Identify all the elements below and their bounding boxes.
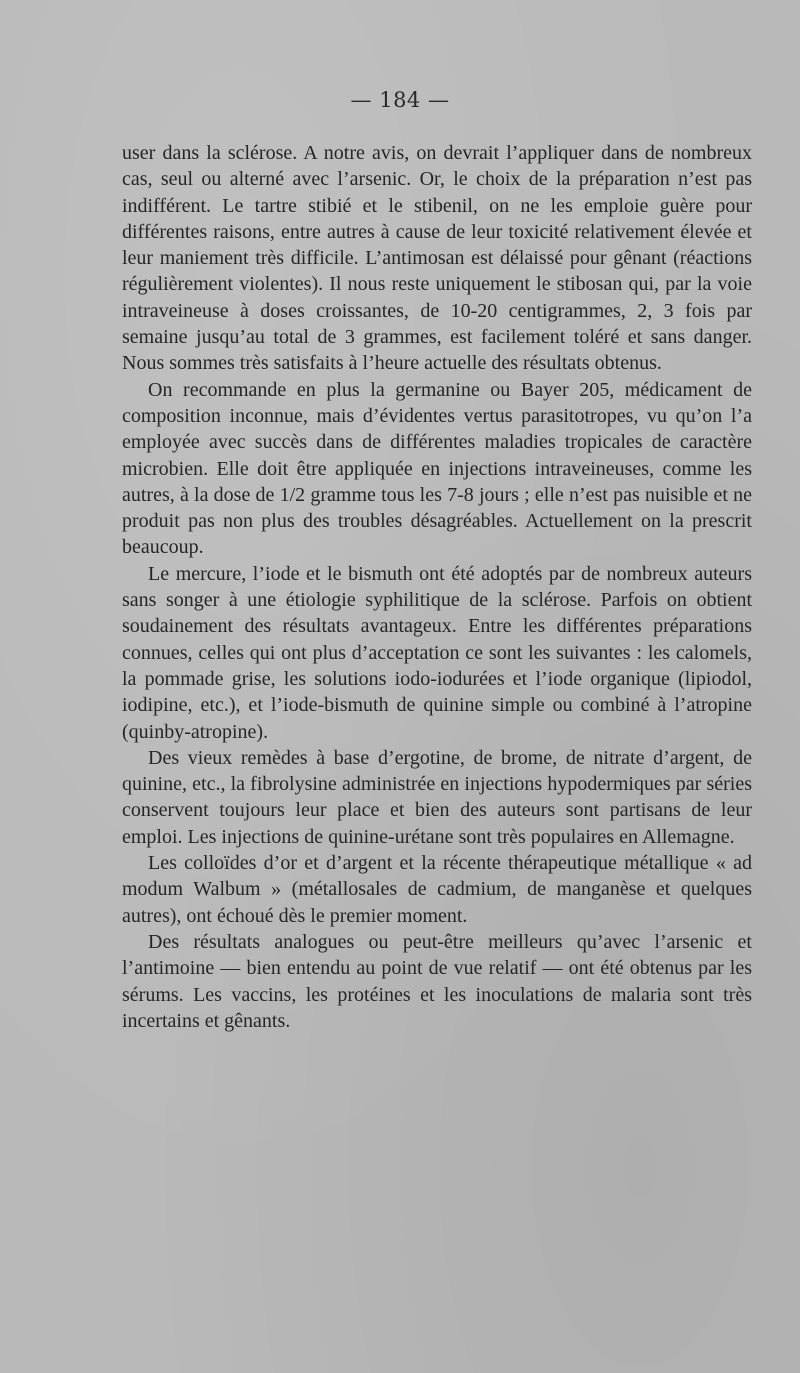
page-number: — 184 —: [350, 88, 450, 112]
paragraph-germanine: On recommande en plus la germanine ou Bayer 205, médicament de composition inconnue, mais d’évidentes vertus parasitotropes, vu qu’on l’a employée avec succès dans de différentes maladies tropicales de caractère microbien. Elle doit être appliquée en injections intraveineuses, comme les autres, à la dose de 1/2 gramme tous les 7-8 jours ; elle n’est pas nuisible et ne produit pas non plus des troubles désagréables. Actuellement on la prescrit beaucoup.: [122, 378, 752, 559]
paragraph-vieux-remedes: Des vieux remèdes à base d’ergotine, de brome, de nitrate d’argent, de quinine, etc., la fibrolysine administrée en injections hypodermiques par séries conservent toujours leur place et bien des auteurs sont partisans de leur emploi. Les injections de quinine-urétane sont très populaires en Allemagne.: [122, 746, 752, 848]
paragraph-colloides: Les colloïdes d’or et d’argent et la récente thérapeutique métallique « ad modum Walbum » (métallosales de cadmium, de manganèse et quelques autres), ont échoué dès le premier moment.: [122, 852, 752, 927]
paragraph-stibosan: user dans la sclérose. A notre avis, on devrait l’appliquer dans de nombreux cas, seul ou alterné avec l’arsenic. Or, le choix de la préparation n’est pas indifférent. Le tartre stibié et le stibenil, on ne les emploie guère pour différentes raisons, entre autres à cause de leur toxicité relativement élevée et leur maniement très difficile. L’antimosan est délaissé pour gênant (réactions régulièrement violentes). Il nous reste uniquement le stibosan qui, par la voie intraveineuse à doses croissantes, de 10-20 centigrammes, 2, 3 fois par semaine jusqu’au total de 3 grammes, est facilement toléré et sans danger. Nous sommes très satisfaits à l’heure actuelle des résultats obtenus.: [122, 142, 752, 375]
paragraph-serums: Des résultats analogues ou peut-être meilleurs qu’avec l’arsenic et l’antimoine — bien entendu au point de vue relatif — ont été obtenus par les sérums. Les vaccins, les protéines et les inoculations de malaria sont très incertains et gênants.: [122, 930, 752, 1032]
paragraph-mercure-iode-bismuth: Le mercure, l’iode et le bismuth ont été adoptés par de nombreux auteurs sans songer à une étiologie syphilitique de la sclérose. Parfois on obtient soudainement des résultats avantageux. Entre les différentes préparations connues, celles qui ont plus d’acceptation ce sont les suivantes : les calomels, la pommade grise, les solutions iodo-iodurées et l’iode organique (lipiodol, iodipine, etc.), et l’iode-bismuth de quinine simple ou combiné à l’atropine (quinby-atropine).: [122, 562, 752, 743]
body-text: [122, 140, 752, 1034]
